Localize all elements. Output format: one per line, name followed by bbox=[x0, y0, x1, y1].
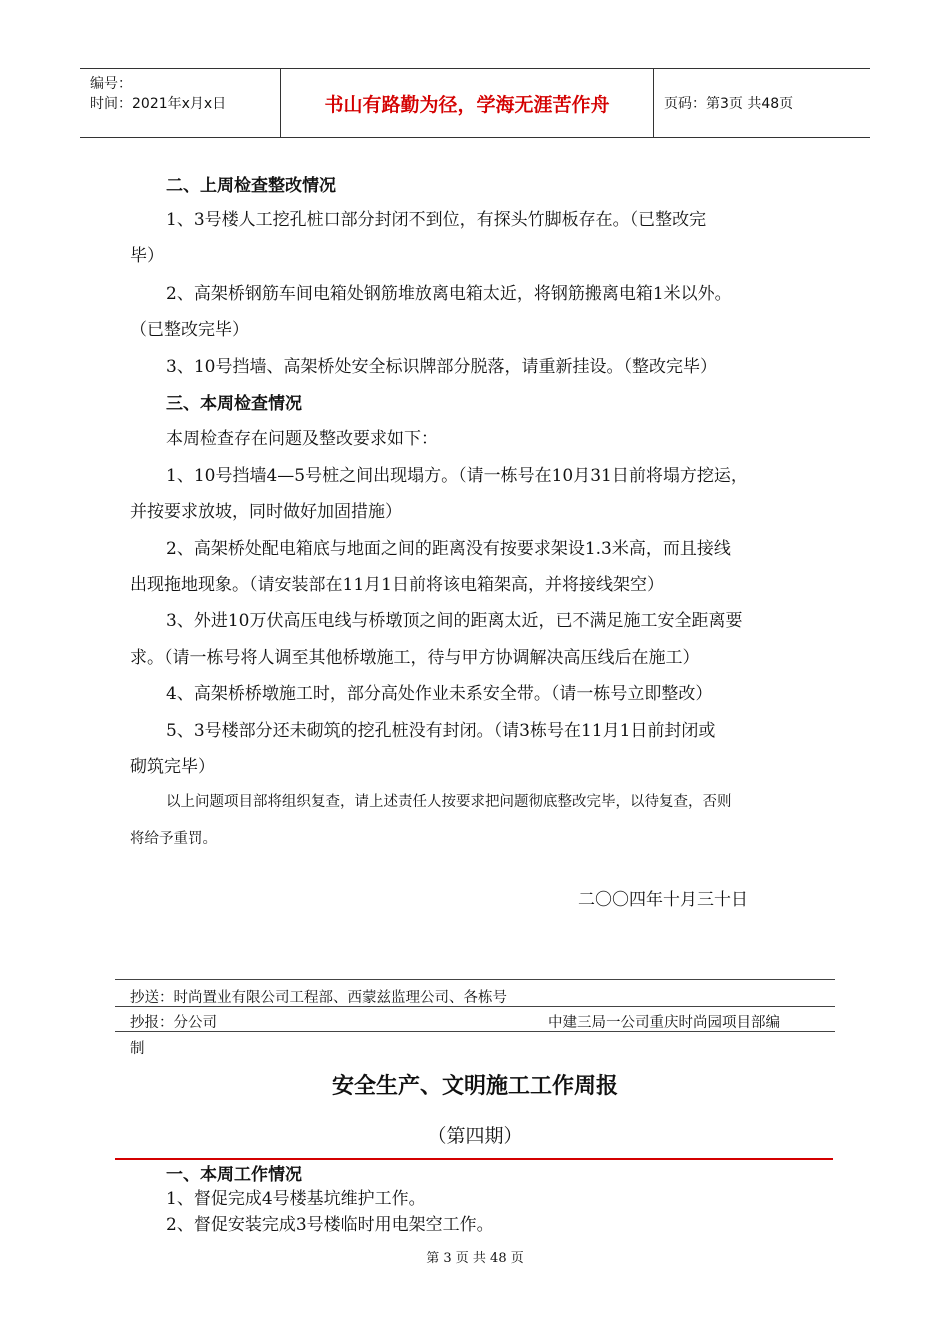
section2-item2-line2: （已整改完毕） bbox=[130, 320, 249, 340]
header-page-info: 页码：第3页 共48页 bbox=[664, 96, 794, 112]
section3-item1-line1: 1、10号挡墙4—5号桩之间出现塌方。（请一栋号在10月31日前将塌方挖运， bbox=[166, 466, 748, 486]
distribution-bottom-rule bbox=[115, 1031, 835, 1032]
section3-item5-line2: 砌筑完毕） bbox=[130, 757, 215, 777]
report-issue: （第四期） bbox=[427, 1125, 523, 1147]
section3-intro: 本周检查存在问题及整改要求如下： bbox=[166, 429, 438, 449]
section3-item3-line2: 求。（请一栋号将人调至其他桥墩施工，待与甲方协调解决高压线后在施工） bbox=[130, 648, 700, 668]
header-motto: 书山有路勤为径，学海无涯苦作舟 bbox=[281, 69, 654, 137]
section2-item3: 3、10号挡墙、高架桥处安全标识牌部分脱落，请重新挂设。（整改完毕） bbox=[166, 357, 717, 377]
section3-item5-line1: 5、3号楼部分还未砌筑的挖孔桩没有封闭。（请3栋号在11月1日前封闭或 bbox=[166, 721, 716, 741]
time-label: 时间：2021年x月x日 bbox=[90, 96, 227, 112]
section3-item2-line2: 出现拖地现象。（请安装部在11月1日前将该电箱架高，并将接线架空） bbox=[130, 575, 664, 595]
report-date: 二〇〇四年十月三十日 bbox=[578, 890, 748, 910]
number-label: 编号： bbox=[90, 76, 132, 92]
header-meta-cell bbox=[80, 69, 281, 137]
section3-heading: 三、本周检查情况 bbox=[166, 394, 302, 414]
section3-item4: 4、高架桥桥墩施工时，部分高处作业未系安全带。（请一栋号立即整改） bbox=[166, 684, 713, 704]
distribution-report: 抄报：分公司 bbox=[130, 1015, 217, 1031]
document-header bbox=[80, 68, 870, 138]
distribution-cc: 抄送：时尚置业有限公司工程部、西蒙兹监理公司、各栋号 bbox=[130, 990, 507, 1006]
section2-item1-line2: 毕） bbox=[130, 246, 164, 266]
section3-item1-line2: 并按要求放坡，同时做好加固措施） bbox=[130, 502, 402, 522]
section3-item3-line1: 3、外进10万伏高压电线与桥墩顶之间的距离太近，已不满足施工安全距离要 bbox=[166, 611, 743, 631]
report-section1-heading: 一、本周工作情况 bbox=[166, 1165, 302, 1185]
distribution-top-rule bbox=[115, 979, 835, 980]
report-section1-item2: 2、督促安装完成3号楼临时用电架空工作。 bbox=[166, 1215, 494, 1235]
report-section1-item1: 1、督促完成4号楼基坑维护工作。 bbox=[166, 1189, 426, 1209]
report-title: 安全生产、文明施工工作周报 bbox=[331, 1074, 618, 1099]
section3-item2-line1: 2、高架桥处配电箱底与地面之间的距离没有按要求架设1.3米高，而且接线 bbox=[166, 539, 731, 559]
distribution-middle-rule bbox=[115, 1006, 835, 1007]
distribution-compiler: 中建三局一公司重庆时尚园项目部编 bbox=[548, 1015, 780, 1031]
closing-line2: 将给予重罚。 bbox=[130, 831, 217, 847]
section2-item1-line1: 1、3号楼人工挖孔桩口部分封闭不到位，有探头竹脚板存在。（已整改完 bbox=[166, 210, 707, 230]
section2-heading: 二、上周检查整改情况 bbox=[166, 176, 336, 196]
page-footer: 第 3 页 共 48 页 bbox=[426, 1251, 524, 1266]
distribution-compiler-tail: 制 bbox=[130, 1041, 145, 1057]
section2-item2-line1: 2、高架桥钢筋车间电箱处钢筋堆放离电箱太近，将钢筋搬离电箱1米以外。 bbox=[166, 284, 732, 304]
closing-line1: 以上问题项目部将组织复查，请上述责任人按要求把问题彻底整改完毕，以待复查，否则 bbox=[166, 794, 732, 810]
